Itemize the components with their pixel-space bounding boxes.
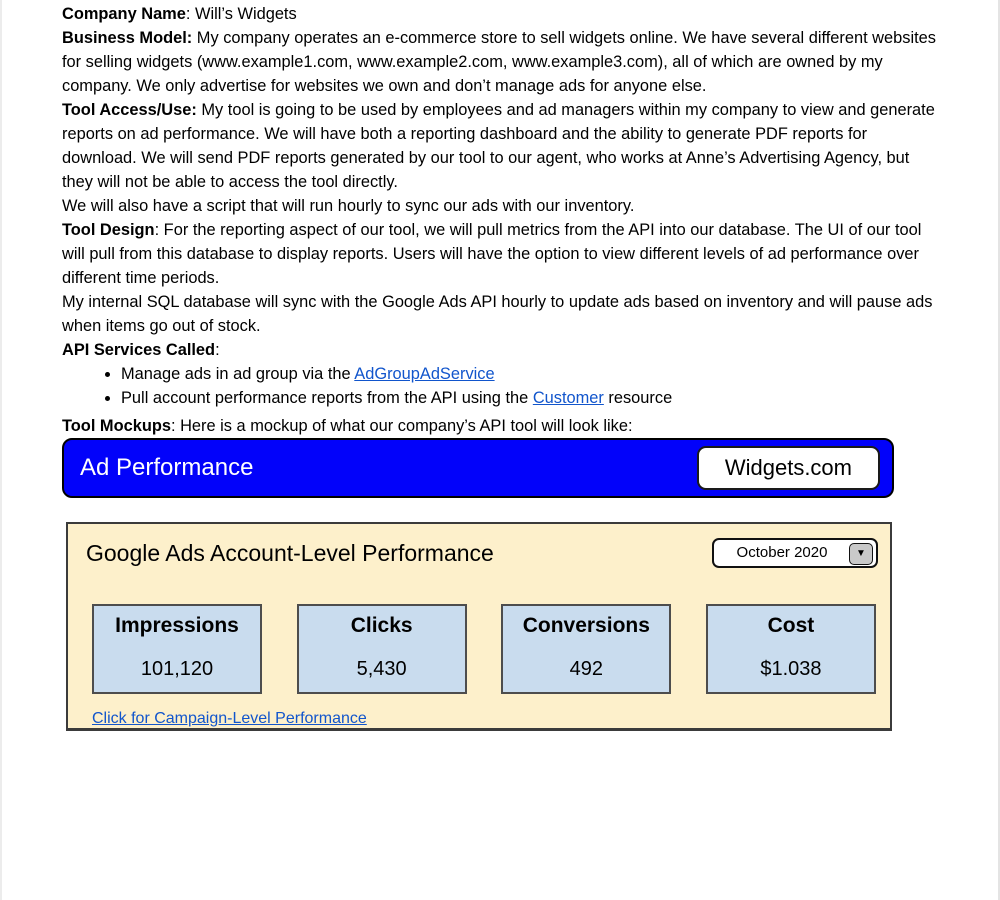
tool-access-label: Tool Access/Use: — [62, 101, 197, 119]
tool-mockups-label: Tool Mockups — [62, 417, 171, 435]
bullet-1-text: Manage ads in ad group via the — [121, 365, 355, 383]
panel-header-row — [68, 524, 890, 568]
adgroupadservice-link[interactable]: AdGroupAdService — [354, 365, 495, 383]
list-item — [121, 386, 942, 410]
metric-label: Conversions — [522, 614, 650, 637]
api-services-colon: : — [215, 341, 220, 359]
panel-title: Google Ads Account-Level Performance — [86, 540, 494, 566]
account-performance-panel — [66, 522, 892, 731]
chevron-down-icon: ▼ — [856, 547, 866, 559]
list-item — [121, 362, 942, 386]
campaign-level-performance-link[interactable]: Click for Campaign-Level Performance — [92, 710, 367, 727]
paragraph-tool-mockups — [62, 414, 942, 438]
tool-mockups-text: : Here is a mockup of what our company’s API tool will look like: — [170, 417, 633, 435]
bullet-2-post: resource — [603, 389, 673, 407]
tool-design-text: : For the reporting aspect of our tool, we will pull metrics from the API into our database. The UI of our tool will pull from this database to display reports. Users will have the option to view different levels of ad performance over different time periods. — [62, 221, 922, 287]
metric-value: 5,430 — [356, 658, 407, 680]
metric-value: 101,120 — [140, 658, 214, 680]
paragraph-sql-sync — [62, 290, 942, 338]
api-services-label: API Services Called — [62, 341, 216, 359]
metric-label: Impressions — [115, 614, 239, 637]
document-content — [2, 0, 998, 731]
api-services-list — [62, 362, 942, 410]
sql-sync-text: My internal SQL database will sync with the Google Ads API hourly to update ads based on inventory and will pause ads when items go out of stock. — [62, 293, 933, 335]
metric-card-impressions — [92, 604, 262, 694]
business-model-label: Business Model: — [62, 29, 193, 47]
metric-card-conversions — [501, 604, 671, 694]
metric-value: $1.038 — [760, 658, 822, 680]
metric-card-cost — [706, 604, 876, 694]
tool-access-text-2: We will also have a script that will run hourly to sync our ads with our inventory. — [62, 197, 635, 215]
widgets-com-button[interactable]: Widgets.com — [697, 446, 880, 490]
company-name-value: : Will’s Widgets — [185, 5, 297, 23]
metric-label: Clicks — [350, 614, 413, 637]
business-model-text: My company operates an e-commerce store to sell widgets online. We have several different websites for selling widgets (www.example1.com, www.example2.com, www.example3.com), all of which are owned by my company. We only advertise for websites we own and don’t manage ads for anyone else. — [62, 29, 936, 95]
paragraph-company-name — [62, 2, 942, 26]
metric-card-clicks — [297, 604, 467, 694]
company-name-label: Company Name — [62, 5, 186, 23]
api-services-heading — [62, 338, 942, 362]
month-dropdown[interactable] — [712, 538, 878, 568]
paragraph-business-model — [62, 26, 942, 98]
paragraph-tool-design — [62, 218, 942, 290]
paragraph-tool-access — [62, 98, 942, 218]
customer-link[interactable]: Customer — [532, 389, 604, 407]
mockup-app-title: Ad Performance — [80, 454, 254, 481]
metric-label: Cost — [767, 614, 815, 637]
metric-value: 492 — [569, 658, 603, 680]
bullet-2-text: Pull account performance reports from the API using the — [121, 389, 533, 407]
mockup-header-bar — [62, 438, 894, 498]
tool-access-text: My tool is going to be used by employees and ad managers within my company to view and generate reports on ad performance. We will have both a reporting dashboard and the ability to generate PDF reports for download. We will send PDF reports generated by our tool to our agent, who works at Anne’s Advertising Agency, but they will not be able to access the tool directly. — [62, 101, 935, 191]
dropdown-value: October 2020 — [736, 544, 828, 561]
metric-cards-row — [68, 604, 890, 694]
dropdown-arrow-button[interactable] — [849, 543, 873, 565]
tool-design-label: Tool Design — [62, 221, 155, 239]
